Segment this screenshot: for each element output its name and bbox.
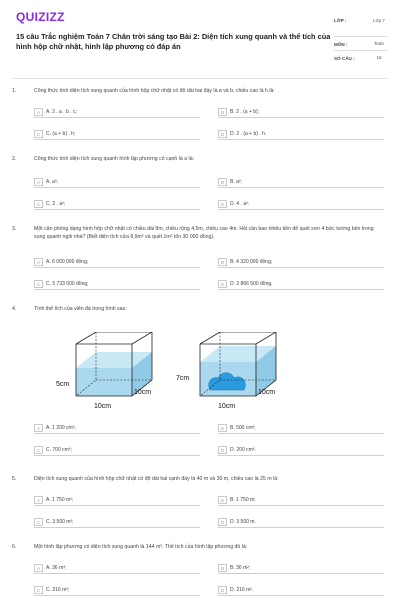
- meta-value: 15: [376, 55, 382, 60]
- question-number: 6.: [12, 544, 17, 550]
- meta-key: SỐ CÂU :: [334, 56, 355, 61]
- meta-row-class: [334, 14, 388, 38]
- option-letter: C: [34, 130, 43, 138]
- option-a[interactable]: [34, 496, 200, 506]
- option-letter: C: [34, 446, 43, 454]
- option-b[interactable]: [218, 564, 384, 574]
- question-text: Diện tích xung quanh của hình hộp chữ nhật có độ dài hai cạnh đáy là 40 m và 30 m, chiều cao là 25 m là:: [34, 476, 279, 482]
- option-c[interactable]: [34, 446, 200, 456]
- right-tank: [176, 332, 276, 410]
- option-text: A. 36 m³;: [46, 565, 67, 571]
- header-divider: [12, 78, 388, 79]
- option-c[interactable]: [34, 586, 200, 596]
- option-a[interactable]: [34, 178, 200, 188]
- option-letter: A: [34, 564, 43, 572]
- left-depth-label: 10cm: [134, 389, 152, 396]
- option-text: C. 3 500 m²;: [46, 519, 74, 525]
- option-letter: D: [218, 446, 227, 454]
- option-text: B. a²;: [230, 179, 242, 185]
- option-c[interactable]: [34, 280, 200, 290]
- option-text: D. 4 . a².: [230, 201, 250, 207]
- option-letter: B: [218, 108, 227, 116]
- option-text: A. a³;: [46, 179, 58, 185]
- right-depth-label: 10cm: [258, 389, 276, 396]
- question-number: 5.: [12, 476, 17, 482]
- option-text: A. 2 . a . b . c;: [46, 109, 77, 115]
- option-a[interactable]: [34, 564, 200, 574]
- option-text: C. 216 m³;: [46, 587, 70, 593]
- option-letter: D: [218, 130, 227, 138]
- right-box-top: [200, 332, 276, 344]
- question-text: Tính thể tích của viên đá trong hình sau:: [34, 306, 127, 312]
- option-text: B. 1 750 m;: [230, 497, 256, 503]
- option-text: A. 1 750 m²;: [46, 497, 74, 503]
- question-number: 1.: [12, 88, 17, 94]
- option-letter: B: [218, 496, 227, 504]
- option-d[interactable]: [218, 586, 384, 596]
- option-letter: B: [218, 424, 227, 432]
- option-letter: A: [34, 496, 43, 504]
- question-number: 2.: [12, 156, 17, 162]
- option-d[interactable]: [218, 446, 384, 456]
- question-text: Công thức tính diện tích xung quanh hình lập phương có cạnh là a là:: [34, 156, 195, 162]
- right-width-label: 10cm: [218, 403, 236, 410]
- option-letter: B: [218, 258, 227, 266]
- option-text: D. 2 . (a + b) . h.: [230, 131, 267, 137]
- right-height-label: 7cm: [176, 375, 190, 382]
- option-c[interactable]: [34, 518, 200, 528]
- option-text: B. 500 cm³;: [230, 425, 256, 431]
- meta-key: MÔN :: [334, 42, 348, 47]
- divider: [334, 50, 388, 51]
- option-text: C. 700 cm³;: [46, 447, 72, 453]
- option-letter: B: [218, 564, 227, 572]
- option-text: A. 1 200 cm³;: [46, 425, 76, 431]
- question-text: Một hình lập phương có diện tích xung quanh là 144 m². Thể tích của hình lập phương đó là:: [34, 544, 248, 550]
- option-letter: C: [34, 518, 43, 526]
- meta-key: LỚP :: [334, 18, 347, 23]
- option-b[interactable]: [218, 258, 384, 268]
- left-box-top: [76, 332, 152, 344]
- option-b[interactable]: [218, 178, 384, 188]
- option-letter: B: [218, 178, 227, 186]
- option-text: A. 6 000 000 đồng;: [46, 259, 89, 265]
- option-letter: A: [34, 108, 43, 116]
- quizizz-logo: QUIZIZZ: [16, 10, 65, 24]
- option-text: D. 216 m².: [230, 587, 254, 593]
- option-letter: A: [34, 178, 43, 186]
- option-a[interactable]: [34, 108, 200, 118]
- option-b[interactable]: [218, 496, 384, 506]
- option-letter: D: [218, 586, 227, 594]
- option-letter: C: [34, 280, 43, 288]
- option-d[interactable]: [218, 280, 384, 290]
- option-d[interactable]: [218, 130, 384, 140]
- option-c[interactable]: [34, 200, 200, 210]
- divider: [334, 36, 388, 37]
- option-text: B. 36 m²;: [230, 565, 251, 571]
- question-text: Một căn phòng dạng hình hộp chữ nhật có chiều dài 8m, chiều rộng 4,5m, chiều cao 4m. Hỏi cần bao nhiêu tiền để quét sơn 4 bức tường bên trong xung quanh ngôi nhà? (Biết diện tích cửa 8,9m² và quét 1m² tốn 30 000 đồng).: [34, 226, 374, 240]
- question-text: Công thức tính diện tích xung quanh của hình hộp chữ nhật có độ dài hai đáy là a và b, chiều cao là h là:: [34, 88, 275, 94]
- option-text: B. 4 320 000 đồng;: [230, 259, 273, 265]
- option-a[interactable]: [34, 424, 200, 434]
- option-letter: D: [218, 280, 227, 288]
- option-text: D. 3 500 m.: [230, 519, 256, 525]
- meta-value: Toán: [374, 41, 384, 46]
- left-tank: [56, 332, 152, 410]
- stone-volume-figure: [46, 332, 286, 412]
- worksheet-meta: [334, 14, 388, 66]
- meta-value: Lớp 7: [373, 18, 385, 23]
- option-text: D. 200 cm³.: [230, 447, 256, 453]
- option-c[interactable]: [34, 130, 200, 140]
- question-number: 3.: [12, 226, 17, 232]
- left-water-front: [76, 368, 132, 396]
- meta-row-subject: [334, 38, 388, 52]
- option-text: B. 2 . (a + b);: [230, 109, 260, 115]
- option-text: C. 5 733 000 đồng;: [46, 281, 89, 287]
- option-a[interactable]: [34, 258, 200, 268]
- option-letter: D: [218, 200, 227, 208]
- option-letter: A: [34, 258, 43, 266]
- option-text: D. 2 866 500 đồng.: [230, 281, 273, 287]
- option-b[interactable]: [218, 108, 384, 118]
- option-letter: D: [218, 518, 227, 526]
- question-number: 4.: [12, 306, 17, 312]
- option-letter: A: [34, 424, 43, 432]
- worksheet-header: [12, 10, 388, 72]
- left-width-label: 10cm: [94, 403, 112, 410]
- option-b[interactable]: [218, 424, 384, 434]
- option-d[interactable]: [218, 200, 384, 210]
- option-text: C. (a + b) . h;: [46, 131, 76, 137]
- option-letter: C: [34, 200, 43, 208]
- meta-row-count: [334, 52, 388, 66]
- left-height-label: 5cm: [56, 381, 70, 388]
- option-d[interactable]: [218, 518, 384, 528]
- option-text: C. 2 . a²;: [46, 201, 66, 207]
- option-letter: C: [34, 586, 43, 594]
- worksheet-title: 15 câu Trắc nghiệm Toán 7 Chân trời sáng tạo Bài 2: Diện tích xung quanh và thể tích của hình hộp chữ nhật, hình lập phương có đáp án: [16, 32, 331, 51]
